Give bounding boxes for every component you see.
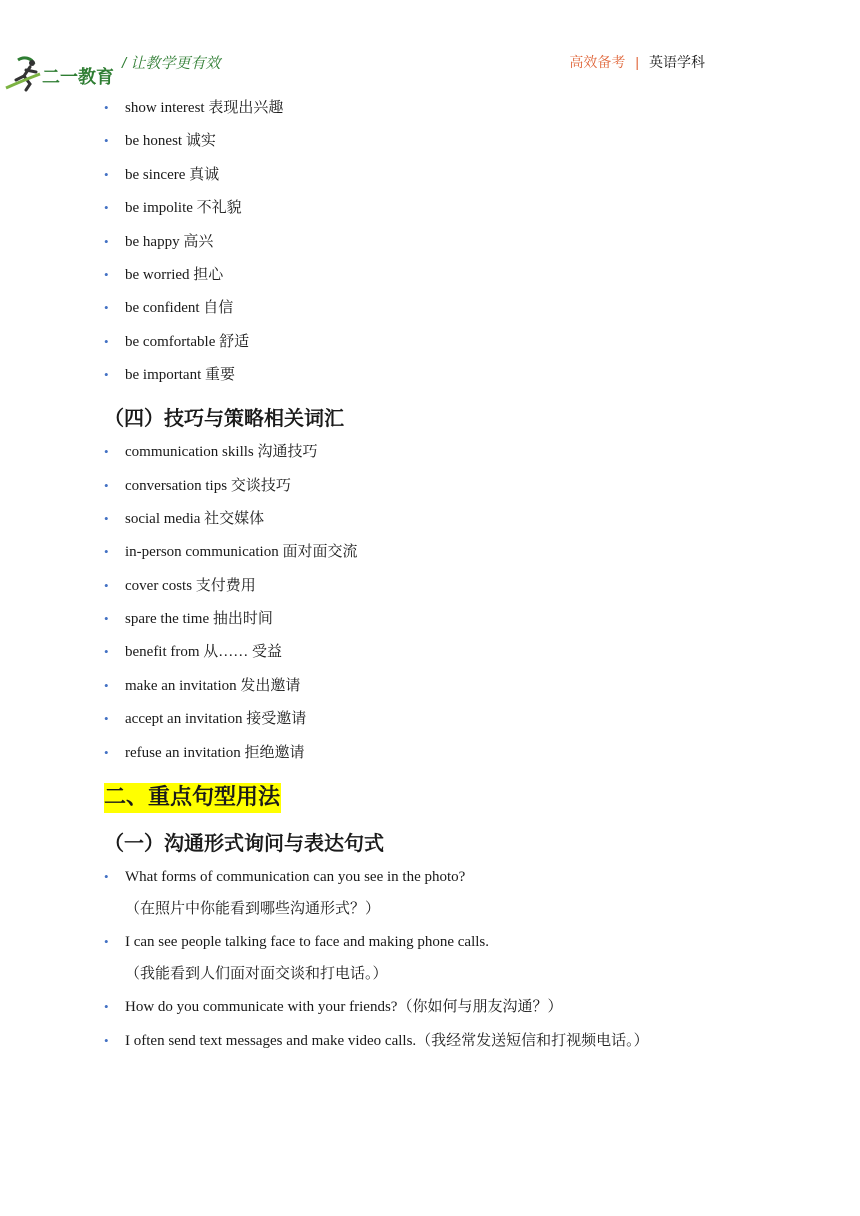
list-item: • be important 重要 (104, 367, 235, 384)
bullet-icon: • (104, 266, 109, 282)
bullet-icon: • (104, 444, 109, 460)
bullet-icon: • (104, 577, 109, 593)
bullet-icon: • (104, 367, 109, 383)
list-item: • social media 社交媒体 (104, 510, 265, 527)
bullet-icon: • (104, 999, 109, 1015)
header-slogan: / 让教学更有效 (122, 55, 221, 72)
list-item: • spare the time 抽出时间 (104, 611, 273, 628)
list-item: • be impolite 不礼貌 (104, 200, 242, 217)
bullet-icon: • (104, 711, 109, 727)
bullet-icon: • (104, 333, 109, 349)
page-header (0, 0, 860, 100)
bullet-icon: • (104, 233, 109, 249)
section-four-heading: （四）技巧与策略相关词汇 (104, 406, 344, 431)
list-item: • show interest 表现出兴趣 (104, 100, 284, 116)
bullet-icon: • (104, 611, 109, 627)
bullet-icon: • (104, 510, 109, 526)
skills-list (104, 442, 784, 763)
document-body (104, 98, 784, 1064)
list-item: • communication skills 沟通技巧 (104, 444, 318, 461)
header-subject: 英语学科 (649, 54, 705, 70)
bullet-icon: • (104, 934, 109, 950)
sentence-list (104, 867, 784, 1051)
list-item: • be confident 自信 (104, 300, 234, 317)
bullet-icon: • (104, 200, 109, 216)
bullet-icon: • (104, 544, 109, 560)
bullet-icon: • (104, 100, 109, 115)
attitude-list (104, 98, 784, 385)
list-item: • be sincere 真诚 (104, 166, 220, 183)
list-item: • accept an invitation 接受邀请 (104, 711, 307, 728)
bullet-icon: • (104, 1032, 109, 1048)
bullet-icon: • (104, 300, 109, 316)
section-one-heading: （一）沟通形式询问与表达句式 (104, 830, 384, 855)
bullet-icon: • (104, 166, 109, 182)
list-item: • I can see people talking face to face and making phone calls. （我能看到人们面对面交谈和打电话。） (104, 932, 784, 984)
list-item: • benefit from 从…… 受益 (104, 644, 283, 661)
list-item: • in-person communication 面对面交流 (104, 544, 358, 561)
list-item: • be happy 高兴 (104, 233, 214, 250)
header-right (569, 52, 705, 72)
logo-icon (4, 54, 116, 94)
section-two-wrap (104, 783, 784, 813)
bullet-icon: • (104, 644, 109, 660)
list-item: • be comfortable 舒适 (104, 333, 250, 350)
list-item: • I often send text messages and make video calls.（我经常发送短信和打视频电话。） (104, 1032, 649, 1049)
list-item: • cover costs 支付费用 (104, 577, 256, 594)
header-separator: | (635, 54, 639, 70)
translation: （在照片中你能看到哪些沟通形式？） (125, 900, 381, 917)
section-two-heading: 二、重点句型用法 (104, 783, 281, 813)
bullet-icon: • (104, 677, 109, 693)
list-item: • conversation tips 交谈技巧 (104, 477, 291, 494)
list-item: • How do you communicate with your friends?（你如何与朋友沟通？） (104, 999, 563, 1016)
bullet-icon: • (104, 133, 109, 149)
translation: （我能看到人们面对面交谈和打电话。） (125, 966, 388, 983)
bullet-icon: • (104, 477, 109, 493)
header-prep: 高效备考 (569, 54, 626, 70)
list-item: • be worried 担心 (104, 266, 224, 283)
svg-text:二一教育: 二一教育 (42, 67, 114, 88)
list-item: • make an invitation 发出邀请 (104, 677, 301, 694)
list-item: • refuse an invitation 拒绝邀请 (104, 744, 305, 761)
list-item: • What forms of communication can you see in the photo? （在照片中你能看到哪些沟通形式？） (104, 867, 784, 919)
list-item: • be honest 诚实 (104, 133, 216, 150)
bullet-icon: • (104, 744, 109, 760)
bullet-icon: • (104, 868, 109, 884)
